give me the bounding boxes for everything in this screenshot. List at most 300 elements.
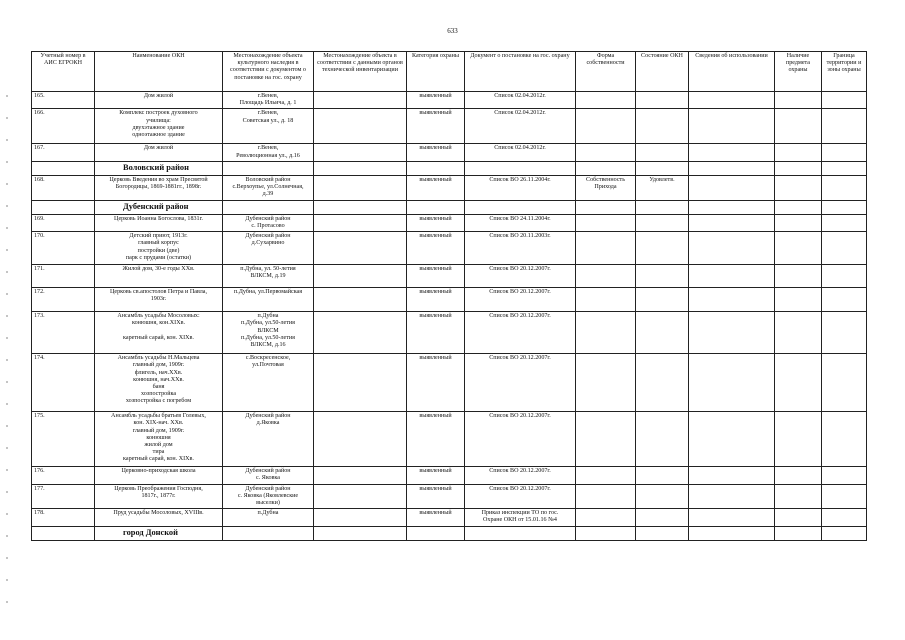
cell-protection-subject (775, 484, 822, 509)
doc-line: Список ВО 20.12.2007г. (489, 485, 551, 492)
cell-location-document (223, 354, 314, 412)
name-line: каретный сарай, кон. XIXв. (123, 334, 194, 341)
cell-protection-document (465, 109, 576, 144)
cell-condition (636, 354, 689, 412)
cell-usage (689, 265, 775, 288)
cell-usage (689, 354, 775, 412)
loc-line: г.Венев, (257, 110, 279, 117)
cell-protection-document (465, 288, 576, 312)
cell-okn-name (95, 467, 223, 484)
cell-condition (636, 467, 689, 484)
name-line: главный корпус (138, 240, 179, 247)
cell-territory-boundary (822, 412, 867, 467)
district-spacer-cell (32, 527, 95, 541)
cell-protection-subject (775, 509, 822, 527)
cell-usage (689, 288, 775, 312)
cell-usage (689, 509, 775, 527)
name-line: главный дом, 1909г. (132, 427, 185, 434)
cell-protection-subject (775, 412, 822, 467)
own-line: Прихода (594, 184, 617, 191)
name-line: одноэтажное здание (132, 132, 185, 139)
cell-location-document (223, 214, 314, 231)
cell-protection-document (465, 175, 576, 200)
cell-protection-category: выявленный (407, 144, 465, 161)
cell-location-inventory (314, 175, 407, 200)
loc-line: п.Дубна, ул.Первомайская (233, 289, 303, 296)
cell-registry-number: 172. (32, 288, 95, 312)
empty-cell (407, 200, 465, 214)
own-line: Собственность (586, 176, 625, 183)
empty-cell (636, 200, 689, 214)
cell-territory-boundary (822, 288, 867, 312)
empty-cell (465, 161, 576, 175)
cell-protection-document (465, 265, 576, 288)
district-row (32, 527, 867, 541)
cell-protection-subject (775, 175, 822, 200)
name-line: 1817г., 1877г. (141, 492, 176, 499)
name-line: хозпостройка (140, 391, 177, 398)
cell-condition (636, 484, 689, 509)
district-row (32, 161, 867, 175)
cell-registry-number: 168. (32, 175, 95, 200)
cell-condition (636, 109, 689, 144)
doc-line: Приказ инспекции ТО по гос. (481, 510, 559, 517)
cell-location-inventory (314, 214, 407, 231)
cell-registry-number: 174. (32, 354, 95, 412)
cell-protection-subject (775, 92, 822, 109)
cell-okn-name (95, 232, 223, 265)
cell-protection-subject (775, 214, 822, 231)
cell-protection-document (465, 509, 576, 527)
cell-protection-document (465, 214, 576, 231)
doc-line: Список ВО 26.11.2004г. (489, 176, 551, 183)
cell-protection-category: выявленный (407, 354, 465, 412)
cell-usage (689, 232, 775, 265)
loc-line: Дубенский район (245, 413, 291, 420)
cell-location-document (223, 175, 314, 200)
name-line: Детский приют, 1913г. (129, 233, 188, 240)
loc-line: Дубенский район (245, 485, 291, 492)
loc-line: п.Дубна (257, 313, 279, 320)
cell-protection-document (465, 232, 576, 265)
doc-line: Список ВО 20.12.2007г. (489, 289, 551, 296)
cell-location-inventory (314, 412, 407, 467)
cell-location-inventory (314, 144, 407, 161)
cell-location-inventory (314, 288, 407, 312)
doc-line: Список ВО 20.12.2007г. (489, 355, 551, 362)
cell-location-inventory (314, 92, 407, 109)
cell-territory-boundary (822, 92, 867, 109)
cell-condition (636, 509, 689, 527)
header-location-inventory: Местонахождение объекта в соответствии с данными органов технической инвентаризации (314, 52, 407, 92)
loc-line: ул.Почтовая (252, 362, 284, 369)
table-row (32, 92, 867, 109)
cell-location-inventory (314, 109, 407, 144)
empty-cell (314, 527, 407, 541)
cell-okn-name (95, 484, 223, 509)
loc-line: с.Верхоупье, ул.Солнечная, (232, 184, 304, 191)
cell-protection-subject (775, 232, 822, 265)
name-line: конюшня, кон.XIXв. (131, 320, 186, 327)
empty-cell (223, 161, 314, 175)
table-header-row (32, 52, 867, 92)
cell-territory-boundary (822, 109, 867, 144)
district-title: город Донской (95, 527, 223, 541)
name-line: главный дом, 1909г. (132, 362, 185, 369)
loc-line: Площадь Ильича, д. 1 (239, 100, 297, 107)
header-protection-category: Категория охраны (407, 52, 465, 92)
district-spacer-cell (32, 161, 95, 175)
cell-location-document (223, 144, 314, 161)
loc-line: с. Яковка (256, 475, 280, 482)
empty-cell (576, 527, 636, 541)
district-title: Воловский район (95, 161, 223, 175)
loc-line: ВЛКСМ, д.19 (250, 273, 286, 280)
cell-okn-name (95, 509, 223, 527)
cell-protection-subject (775, 288, 822, 312)
cell-protection-category: выявленный (407, 288, 465, 312)
cell-ownership (576, 484, 636, 509)
cell-protection-document (465, 312, 576, 354)
loc-line: ВЛКСМ, д.16 (250, 342, 286, 349)
cell-ownership (576, 288, 636, 312)
name-line: Церковь св.апостолов Петра и Павла, (109, 289, 208, 296)
name-line: парк с прудами (остатки) (125, 254, 192, 261)
cell-territory-boundary (822, 467, 867, 484)
cell-territory-boundary (822, 232, 867, 265)
table-row (32, 354, 867, 412)
empty-cell (822, 527, 867, 541)
name-line: жилой дом (144, 442, 173, 449)
cell-registry-number: 177. (32, 484, 95, 509)
cell-registry-number: 176. (32, 467, 95, 484)
cell-protection-category: выявленный (407, 484, 465, 509)
cell-protection-document (465, 144, 576, 161)
cell-protection-category: выявленный (407, 412, 465, 467)
name-line: Комплекс построек духовного (119, 110, 198, 117)
cell-registry-number: 175. (32, 412, 95, 467)
doc-line: Список ВО 20.12.2007г. (489, 266, 551, 273)
loc-line: Воловский район (245, 176, 291, 183)
cell-ownership (576, 144, 636, 161)
cell-protection-subject (775, 109, 822, 144)
table-row (32, 467, 867, 484)
cell-protection-category: выявленный (407, 265, 465, 288)
name-line: флигель, нач.XXв. (134, 369, 183, 376)
cell-protection-document (465, 92, 576, 109)
table-row (32, 109, 867, 144)
loc-line: г.Венев, (257, 145, 279, 152)
cell-ownership (576, 214, 636, 231)
name-line: 1903г. (150, 296, 167, 303)
cell-registry-number: 165. (32, 92, 95, 109)
cell-location-document (223, 467, 314, 484)
name-line: Ансамбль усадьбы братьев Голевых, (111, 413, 206, 420)
cell-location-document (223, 484, 314, 509)
cell-registry-number: 167. (32, 144, 95, 161)
loc-line: ВЛКСМ (257, 327, 279, 334)
cell-ownership (576, 232, 636, 265)
cell-registry-number: 173. (32, 312, 95, 354)
empty-cell (775, 527, 822, 541)
cell-protection-document (465, 354, 576, 412)
cell-location-document (223, 288, 314, 312)
doc-line: Список ВО 20.12.2007г. (489, 468, 551, 475)
cell-condition (636, 288, 689, 312)
name-line: конюшня (146, 434, 171, 441)
cell-protection-subject (775, 312, 822, 354)
name-line: баня (152, 384, 165, 391)
cell-condition (636, 92, 689, 109)
cell-condition (636, 265, 689, 288)
empty-cell (636, 527, 689, 541)
doc-line: Список 02.04.2012г. (494, 145, 546, 152)
table-row (32, 288, 867, 312)
cell-ownership (576, 354, 636, 412)
header-condition: Состояние ОКН (636, 52, 689, 92)
district-title: Дубенский район (95, 200, 223, 214)
cell-usage (689, 175, 775, 200)
name-line: кон. XIX-нач. XXв. (133, 420, 184, 427)
cell-location-inventory (314, 265, 407, 288)
cell-location-inventory (314, 312, 407, 354)
empty-cell (822, 161, 867, 175)
name-line: Дом жилой (143, 93, 174, 99)
cell-territory-boundary (822, 312, 867, 354)
empty-cell (822, 200, 867, 214)
name-line: Пруд усадьбы Мосоловых, XVIIIв. (113, 510, 204, 517)
loc-line: п.Дубна, ул. 50-летия (240, 266, 296, 273)
cell-location-inventory (314, 509, 407, 527)
empty-cell (775, 200, 822, 214)
name-line: двухэтажное здание (132, 124, 185, 131)
cell-okn-name (95, 144, 223, 161)
table-row (32, 214, 867, 231)
name-line: Ансамбль усадьбы Мосоловых: (117, 313, 200, 320)
cell-registry-number: 166. (32, 109, 95, 144)
cell-territory-boundary (822, 509, 867, 527)
cell-okn-name (95, 92, 223, 109)
cell-protection-category: выявленный (407, 175, 465, 200)
doc-line: Список 02.04.2012г. (494, 110, 546, 117)
header-okn-name: Наименование ОКН (95, 52, 223, 92)
empty-cell (465, 527, 576, 541)
cell-usage (689, 484, 775, 509)
cell-territory-boundary (822, 484, 867, 509)
empty-cell (576, 200, 636, 214)
cell-okn-name (95, 214, 223, 231)
table-row (32, 144, 867, 161)
header-protection-document: Документ о постановке на гос. охрану (465, 52, 576, 92)
cell-usage (689, 412, 775, 467)
table-row (32, 175, 867, 200)
loc-line: д.39 (262, 191, 274, 198)
name-line: Церковь Преображения Господня, (114, 485, 203, 492)
cell-protection-document (465, 484, 576, 509)
cell-condition (636, 312, 689, 354)
cell-ownership (576, 467, 636, 484)
header-territory-boundary: Граница территории и зоны охраны (822, 52, 867, 92)
cell-location-document (223, 509, 314, 527)
cell-registry-number: 171. (32, 265, 95, 288)
cell-territory-boundary (822, 175, 867, 200)
name-line: Дом жилой (143, 145, 174, 152)
cell-condition (636, 144, 689, 161)
loc-line: Революционная ул., д.16 (236, 152, 300, 159)
state-line: Удовлетв. (649, 176, 675, 183)
table-row (32, 265, 867, 288)
cell-okn-name (95, 109, 223, 144)
table-row (32, 312, 867, 354)
cell-location-document (223, 312, 314, 354)
empty-cell (407, 161, 465, 175)
cell-territory-boundary (822, 214, 867, 231)
cell-protection-subject (775, 144, 822, 161)
doc-line: Список 02.04.2012г. (494, 93, 546, 99)
header-usage: Сведения об использовании (689, 52, 775, 92)
cell-okn-name (95, 288, 223, 312)
cell-protection-category: выявленный (407, 467, 465, 484)
empty-cell (223, 527, 314, 541)
cell-location-document (223, 232, 314, 265)
cell-okn-name (95, 175, 223, 200)
doc-line: Список ВО 24.11.2004г. (489, 215, 551, 222)
cell-protection-category: выявленный (407, 214, 465, 231)
header-protection-subject: Наличие предмета охраны (775, 52, 822, 92)
cell-protection-category: выявленный (407, 312, 465, 354)
doc-line: Список ВО 20.12.2007г. (489, 313, 551, 320)
cell-location-inventory (314, 232, 407, 265)
loc-line: п.Дубна, ул.50-летия (241, 320, 295, 327)
cell-protection-category: выявленный (407, 109, 465, 144)
cell-okn-name (95, 354, 223, 412)
empty-cell (314, 161, 407, 175)
name-line (97, 328, 220, 335)
loc-line: Дубенский район (245, 468, 291, 475)
cell-registry-number: 169. (32, 214, 95, 231)
empty-cell (689, 200, 775, 214)
cell-okn-name (95, 412, 223, 467)
empty-cell (407, 527, 465, 541)
empty-cell (314, 200, 407, 214)
loc-line: д.Сухарвино (251, 240, 285, 247)
empty-cell (465, 200, 576, 214)
table-row (32, 509, 867, 527)
empty-cell (775, 161, 822, 175)
loc-line: выселки) (256, 500, 280, 507)
name-line: Церковно-приходская школа (121, 468, 196, 475)
loc-line: д.Яковка (256, 420, 280, 427)
cell-territory-boundary (822, 265, 867, 288)
cell-ownership (576, 509, 636, 527)
cell-protection-document (465, 467, 576, 484)
cell-usage (689, 92, 775, 109)
cell-location-inventory (314, 467, 407, 484)
cell-condition (636, 214, 689, 231)
cell-usage (689, 214, 775, 231)
name-line: Церковь Введения во храм Пресвятой (109, 176, 208, 183)
name-line: училища: (146, 117, 171, 124)
cell-protection-subject (775, 354, 822, 412)
loc-line: с.Воскресенское, (245, 355, 291, 362)
loc-line: с. Протасово (251, 223, 285, 230)
doc-line: Охране ОКН от 15.01.16 №4 (483, 517, 557, 524)
loc-line: с. Яковка (Яковлевские (237, 492, 299, 499)
name-line: постройки (две) (137, 247, 180, 254)
cell-location-document (223, 92, 314, 109)
doc-line: Список ВО 20.11.2003г. (489, 233, 551, 240)
cell-ownership (576, 175, 636, 200)
name-line: каретный сарай, кон. XIXв. (123, 456, 194, 463)
cell-usage (689, 467, 775, 484)
cell-okn-name (95, 312, 223, 354)
table-row (32, 412, 867, 467)
district-spacer-cell (32, 200, 95, 214)
doc-line: Список ВО 20.12.2007г. (489, 413, 551, 420)
cell-okn-name (95, 265, 223, 288)
cell-territory-boundary (822, 144, 867, 161)
loc-line: Дубенский район (245, 215, 291, 222)
cell-location-document (223, 109, 314, 144)
cell-protection-document (465, 412, 576, 467)
cell-territory-boundary (822, 354, 867, 412)
name-line: хозпостройка с погребом (125, 398, 192, 405)
cell-protection-category: выявленный (407, 232, 465, 265)
cell-ownership (576, 92, 636, 109)
loc-line: п.Дубна, ул.50-летия (241, 334, 295, 341)
cell-location-inventory (314, 354, 407, 412)
loc-line: п.Дубна (257, 510, 279, 517)
cell-location-inventory (314, 484, 407, 509)
empty-cell (689, 161, 775, 175)
cell-protection-category: выявленный (407, 92, 465, 109)
name-line: Ансамбль усадьбы Н.Мальцева (117, 355, 200, 362)
name-line: Жилой дом, 30-е годы XXв. (122, 266, 195, 273)
header-registry-number: Учетный номер в АИС ЕГРОКН (32, 52, 95, 92)
cell-ownership (576, 109, 636, 144)
cell-registry-number: 178. (32, 509, 95, 527)
name-line: Богородицы, 1869-1881гг., 1898г. (115, 184, 202, 191)
empty-cell (223, 200, 314, 214)
page-number: 633 (447, 27, 458, 35)
empty-cell (636, 161, 689, 175)
header-ownership: Форма собственности (576, 52, 636, 92)
cell-condition (636, 175, 689, 200)
loc-line: г.Венев, (257, 93, 279, 99)
name-line: тира (152, 449, 165, 456)
cell-registry-number: 170. (32, 232, 95, 265)
table-row (32, 484, 867, 509)
cell-usage (689, 109, 775, 144)
cell-location-document (223, 412, 314, 467)
name-line: Церковь Иоанна Богослова, 1831г. (114, 215, 203, 222)
cell-condition (636, 412, 689, 467)
district-row (32, 200, 867, 214)
name-line: конюшня, нач.XXв. (133, 376, 184, 383)
loc-line: Советская ул., д. 18 (242, 117, 294, 124)
table-body (32, 92, 867, 541)
cell-ownership (576, 412, 636, 467)
scan-margin-marks (6, 95, 8, 615)
cell-ownership (576, 265, 636, 288)
cell-protection-category: выявленный (407, 509, 465, 527)
table-row (32, 232, 867, 265)
empty-cell (689, 527, 775, 541)
cell-usage (689, 312, 775, 354)
header-location-document: Местонахождение объекта культурного наследия в соответствии с документом о постановке на гос. охрану (223, 52, 314, 92)
cell-ownership (576, 312, 636, 354)
empty-cell (576, 161, 636, 175)
